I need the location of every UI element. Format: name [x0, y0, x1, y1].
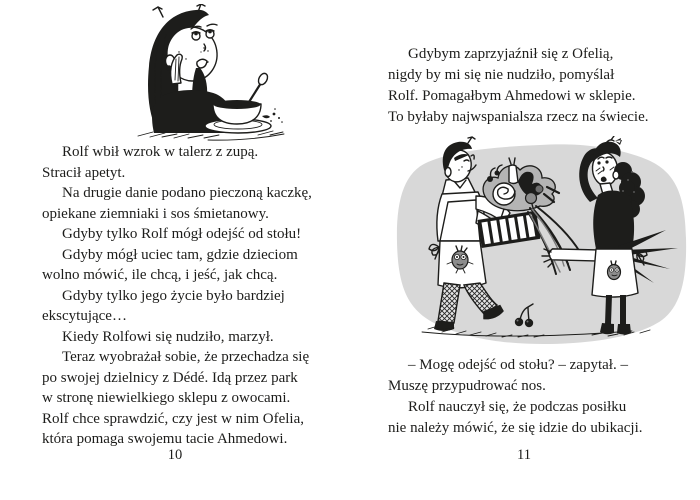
text-line: Gdyby mógł uciec tam, gdzie dzieciom: [62, 246, 298, 263]
text-line: Na drugie danie podano pieczoną kaczkę,: [62, 185, 312, 201]
text-line: Gdyby tylko Rolf mógł odejść od stołu!: [62, 226, 302, 242]
daikon: [509, 165, 518, 184]
left-page-text: [42, 142, 347, 450]
spoon: [249, 83, 261, 102]
radish: [526, 193, 537, 204]
text-line: w stronę niewielkiego sklepu z owocami.: [42, 390, 291, 406]
text-line: Rolf wbił wzrok w talerz z zupą.: [62, 144, 259, 160]
text-line: opiekane ziemniaki i sos śmietanowy.: [42, 205, 269, 222]
text-line: wolno mówić, ile chcą, i jeść, jak chcą.: [42, 267, 278, 283]
right-page-text-bottom: [388, 355, 678, 439]
text-line: ekscytujące…: [42, 308, 127, 324]
text-line: Rolf. Pomagałbym Ahmedowi w sklepie.: [388, 88, 636, 104]
text-line: Muszę przypudrować nos.: [388, 378, 546, 394]
ear: [613, 171, 619, 179]
text-line: po swojej dzielnicy z Dédé. Idą przez park: [42, 369, 298, 386]
text-line: Teraz wyobrażał sobie, że przechadza się: [62, 349, 310, 365]
text-line: nigdy by mi się nie nudziło, pomyślał: [388, 67, 615, 83]
text-line: która pomaga swojemu tacie Ahmedowi.: [42, 431, 288, 447]
soup-splatter: [262, 108, 283, 123]
text-line: Gdybym zaprzyjaźnił się z Ofelią,: [408, 46, 614, 62]
ear: [445, 168, 451, 177]
text-line: To byłaby najwspanialsza rzecz na świecie.: [388, 109, 649, 125]
hair-tuft-icon: [153, 7, 163, 17]
text-line: Kiedy Rolfowi się nudziło, marzył.: [62, 328, 274, 345]
right-page-text-top: [388, 44, 678, 128]
text-line: Rolf chce sprawdzić, czy jest w nim Ofelia,: [42, 410, 304, 427]
text-line: Rolf nauczył się, że podczas posiłku: [408, 399, 627, 415]
text-line: – Mogę odejść od stołu? – zapytał. –: [408, 357, 628, 373]
page-number-right: 11: [517, 447, 531, 463]
text-line: Gdyby tylko jego życie było bardziej: [62, 287, 285, 304]
page-number-left: 10: [167, 447, 183, 463]
illustration-vegetable-shop-scene: [392, 136, 690, 348]
illustration-bored-child-soup: [108, 4, 288, 142]
text-line: Stracił apetyt.: [42, 164, 126, 181]
text-line: nie należy mówić, że się idzie do ubikacji.: [388, 420, 643, 436]
